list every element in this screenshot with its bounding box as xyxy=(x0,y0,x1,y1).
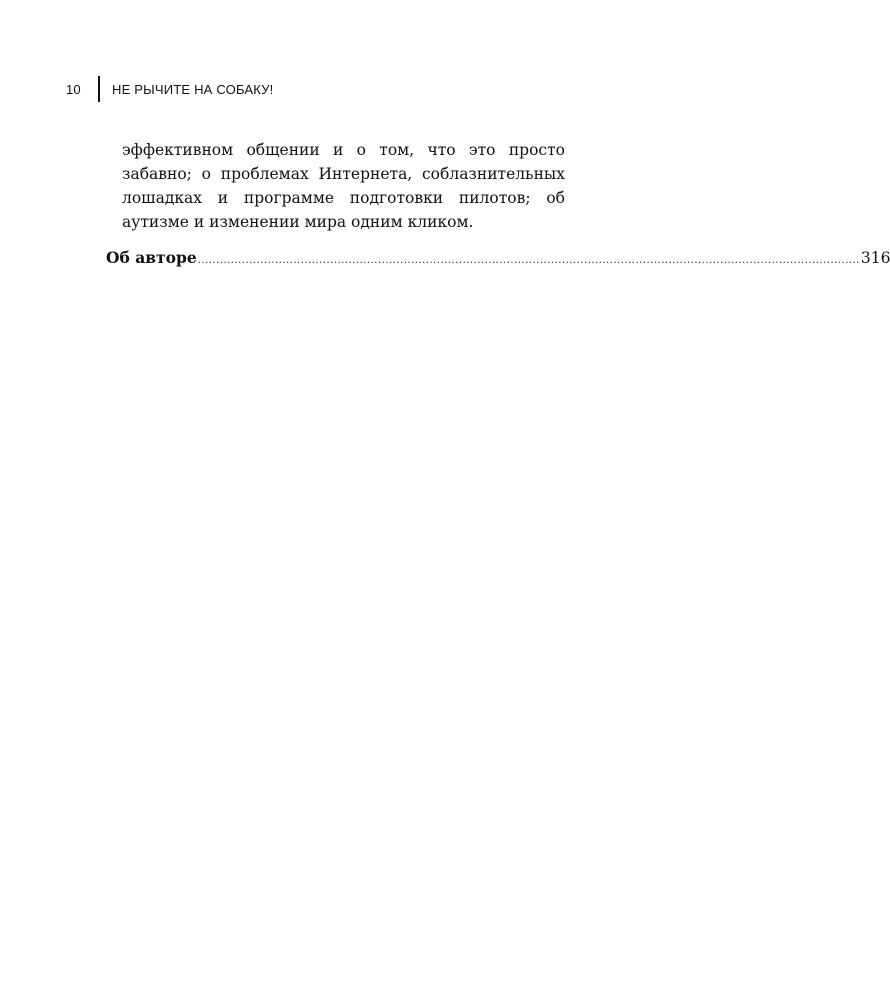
toc-entry xyxy=(106,246,890,273)
toc-entry-page: 316 xyxy=(860,249,890,267)
header-divider xyxy=(98,76,100,102)
toc-leader-dots: .................................................................................................................................................................................... xyxy=(197,255,860,266)
page-number: 10 xyxy=(66,81,81,97)
book-title: НЕ РЫЧИТЕ НА СОБАКУ! xyxy=(112,81,274,97)
running-head xyxy=(66,76,273,102)
body-paragraph: эффективном общении и о том, что это просто забавно; о проблемах Интернета, соблазнительных лошадках и программе подготовки пилотов; об аутизме и изменении мира одним кликом. xyxy=(122,141,565,231)
toc-entry-title: Об авторе xyxy=(106,248,197,267)
